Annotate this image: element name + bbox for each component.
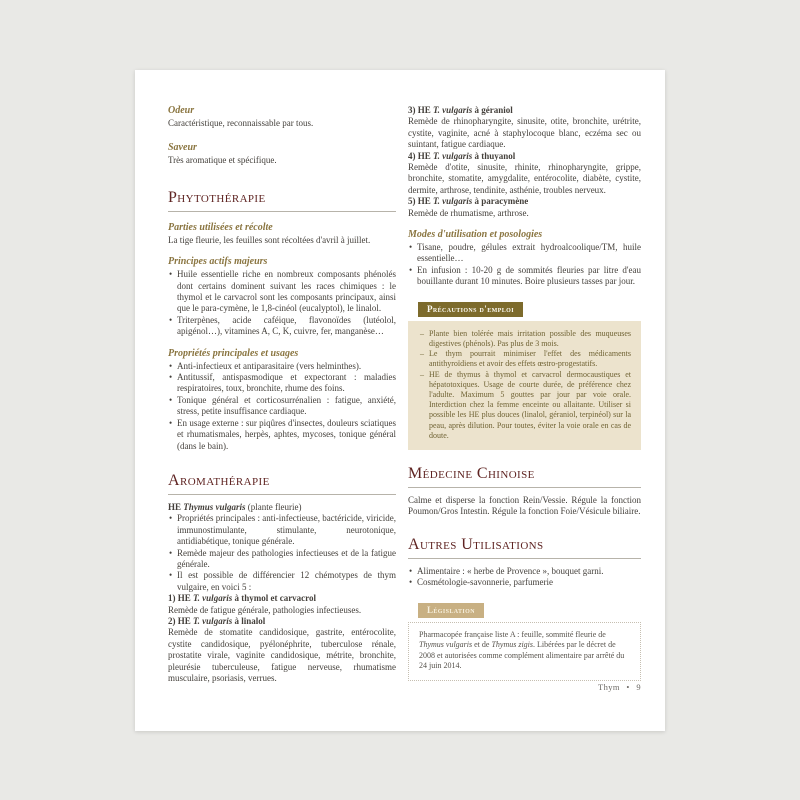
legislation-text: et de [472, 640, 492, 650]
legislation-species: Thymus zigis [491, 640, 534, 650]
autres-utilisations-heading: Autres Utilisations [408, 536, 641, 559]
footer-chapter: Thym [597, 682, 620, 692]
chemotype-5-suffix: à paracymène [472, 196, 529, 207]
medecine-chinoise-heading: Médecine Chinoise [408, 465, 641, 488]
chemotype-4-suffix: à thuyanol [472, 150, 516, 161]
book-page [135, 70, 665, 731]
saveur-text: Très aromatique et spécifique. [168, 155, 277, 166]
chemotype-2-prefix: 2) HE [168, 615, 194, 626]
parties-subheading: Parties utilisées et récolte [168, 221, 273, 233]
chemotype-2-suffix: à linalol [232, 615, 266, 626]
aroma-intro-suffix: (plante fleurie) [245, 501, 302, 512]
aroma-intro-he: HE [168, 501, 184, 512]
proprietes-bullet: • Tonique général et corticosurrénalien : fatigue, anxiété, stress, petite insuffisance cardiaque. [168, 395, 396, 418]
legislation-species: Thymus vulgaris [419, 640, 473, 650]
autres-bullet: • Cosmétologie-savonnerie, parfumerie [408, 577, 641, 588]
chemotype-3-suffix: à géraniol [472, 105, 513, 115]
chemotype-2-title [168, 616, 396, 627]
precautions-label: Précautions d'emploi [418, 302, 523, 317]
principes-bullet: • Triterpènes, acide caféique, flavonoïdes (lutéolol, apigénol…), vitamines A, C, K, cuivre, fer, manganèse… [168, 315, 396, 338]
aroma-bullet: • Propriétés principales : anti-infectieuse, bactéricide, viricide, immunostimulante, stimulante, neurotonique, antidiabétique, tonique générale. [168, 513, 396, 547]
footer-page-number: 9 [636, 682, 641, 692]
chemotype-4-text: Remède d'otite, sinusite, rhinite, rhinopharyngite, grippe, bronchite, stomatite, amygdalite, entérocolite, diabète, cystite, dermite, arthrose, tendinite, asthénie, troubles nerveux. [408, 162, 641, 195]
chemotype-2-text: Remède de stomatite candidosique, gastrite, entérocolite, cystite candidosique, pyélonéphrite, tuberculose rénale, prostatite virale, vaginite candidosique, métrite, bronchite, pleurésie tuberculeuse, fatigue nerveuse, rhumatisme musculaire, psoriasis, verrues. [168, 627, 396, 683]
aroma-bullet: • Il est possible de différencier 12 chémotypes de thym vulgaire, en voici 5 : [168, 570, 396, 593]
aroma-intro-species: Thymus vulgaris [183, 501, 246, 512]
legislation-label: Législation [418, 603, 484, 618]
legislation-box [408, 622, 641, 681]
proprietes-subheading: Propriétés principales et usages [168, 347, 299, 359]
proprietes-bullet: • En usage externe : sur piqûres d'insectes, douleurs sciatiques et rhumatismales, herpès, aphtes, mycoses, tonique général (dans le bain). [168, 418, 396, 452]
footer-separator: • [626, 682, 630, 692]
chemotype-1-prefix: 1) HE [168, 593, 194, 604]
chemotype-3-species: T. vulgaris [433, 105, 473, 115]
principes-subheading: Principes actifs majeurs [168, 256, 268, 268]
chemotype-1-text: Remède de fatigue générale, pathologies infectieuses. [168, 604, 362, 615]
odeur-subheading: Odeur [168, 105, 195, 116]
right-column [408, 105, 641, 684]
chemotype-1-species: T. vulgaris [193, 593, 233, 604]
chemotype-5-text: Remède de rhumatisme, arthrose. [408, 207, 529, 218]
medecine-chinoise-text: Calme et disperse la fonction Rein/Vessie. Régule la fonction Poumon/Gros Intestin. Régule la fonction Foie/Vésicule biliaire. [408, 494, 641, 517]
legislation-text: . Libérées par le décret de 2008 et autorisées comme complément alimentaire par arrêté du 24 juin 2014. [419, 640, 625, 671]
saveur-subheading: Saveur [168, 142, 197, 154]
precaution-item: – Le thym pourrait minimiser l'effet des médicaments antithyroïdiens et avoir des effets œstro-progestatifs. [418, 349, 631, 369]
chemotype-3-prefix: 3) HE [408, 105, 434, 115]
legislation-text: Pharmacopée française liste A : feuille, sommité fleurie de [419, 629, 606, 639]
precautions-box [408, 321, 641, 450]
proprietes-bullet: • Anti-infectieux et antiparasitaire (vers helminthes). [168, 361, 396, 372]
proprietes-bullet: • Antitussif, antispasmodique et expectorant : maladies respiratoires, toux, bronchite, rhume des foins. [168, 372, 396, 395]
aromatherapie-heading: Aromathérapie [168, 472, 396, 495]
chemotype-5-species: T. vulgaris [433, 196, 473, 207]
modes-subheading: Modes d'utilisation et posologies [408, 229, 543, 241]
precaution-item: – HE de thymus à thymol et carvacrol dermocaustiques et hépatotoxiques. Usage de courte durée, de préférence chez l'adulte. Maximum 5 gouttes par jour par voie orale. Interdiction chez la femme enceinte ou allaitante. Utiliser si possible les HE plus douces (linalol, géraniol, terpinéol) sur la peau, après dilution. Pour toutes, éviter la voie orale en cas de doute. [418, 370, 631, 441]
odeur-text: Caractéristique, reconnaissable par tous. [168, 118, 314, 128]
chemotype-1-title [168, 593, 396, 604]
left-column [168, 105, 396, 684]
modes-bullet: • En infusion : 10-20 g de sommités fleuries par litre d'eau bouillante durant 10 minutes. Boire plusieurs tasses par jour. [408, 265, 641, 288]
chemotype-4-species: T. vulgaris [433, 150, 473, 161]
chemotype-4-prefix: 4) HE [408, 150, 434, 161]
aroma-bullet: • Remède majeur des pathologies infectieuses et de la fatigue générale. [168, 548, 396, 571]
autres-bullet: • Alimentaire : « herbe de Provence », bouquet garni. [408, 566, 641, 577]
precaution-item: – Plante bien tolérée mais irritation possible des muqueuses digestives (phénols). Pas plus de 3 mois. [418, 329, 631, 349]
modes-bullet: • Tisane, poudre, gélules extrait hydroalcoolique/TM, huile essentielle… [408, 242, 641, 265]
page-footer [594, 682, 641, 692]
chemotype-5-title [408, 196, 641, 207]
two-column-layout [168, 105, 641, 684]
chemotype-1-suffix: à thymol et carvacrol [232, 593, 317, 604]
chemotype-4-title [408, 151, 641, 162]
aroma-intro [168, 502, 396, 513]
parties-text: La tige fleurie, les feuilles sont récoltées d'avril à juillet. [168, 234, 371, 245]
chemotype-3-text: Remède de rhinopharyngite, sinusite, otite, bronchite, urétrite, cystite, vaginite, acné à staphylocoque blanc, eczéma sec ou suintant, fatigue cardiaque. [408, 116, 641, 150]
principes-bullet: • Huile essentielle riche en nombreux composants phénolés dont certains dominent suivant les races chimiques : le thymol et le carvacrol sont les composants principaux, ainsi que le para-cymène, le 1,8-cinéol (eucalyptol), le linalol. [168, 269, 396, 315]
phytotherapie-heading: Phytothérapie [168, 189, 396, 212]
chemotype-5-prefix: 5) HE [408, 196, 434, 207]
chemotype-3-title [408, 105, 641, 116]
chemotype-2-species: T. vulgaris [193, 615, 233, 626]
